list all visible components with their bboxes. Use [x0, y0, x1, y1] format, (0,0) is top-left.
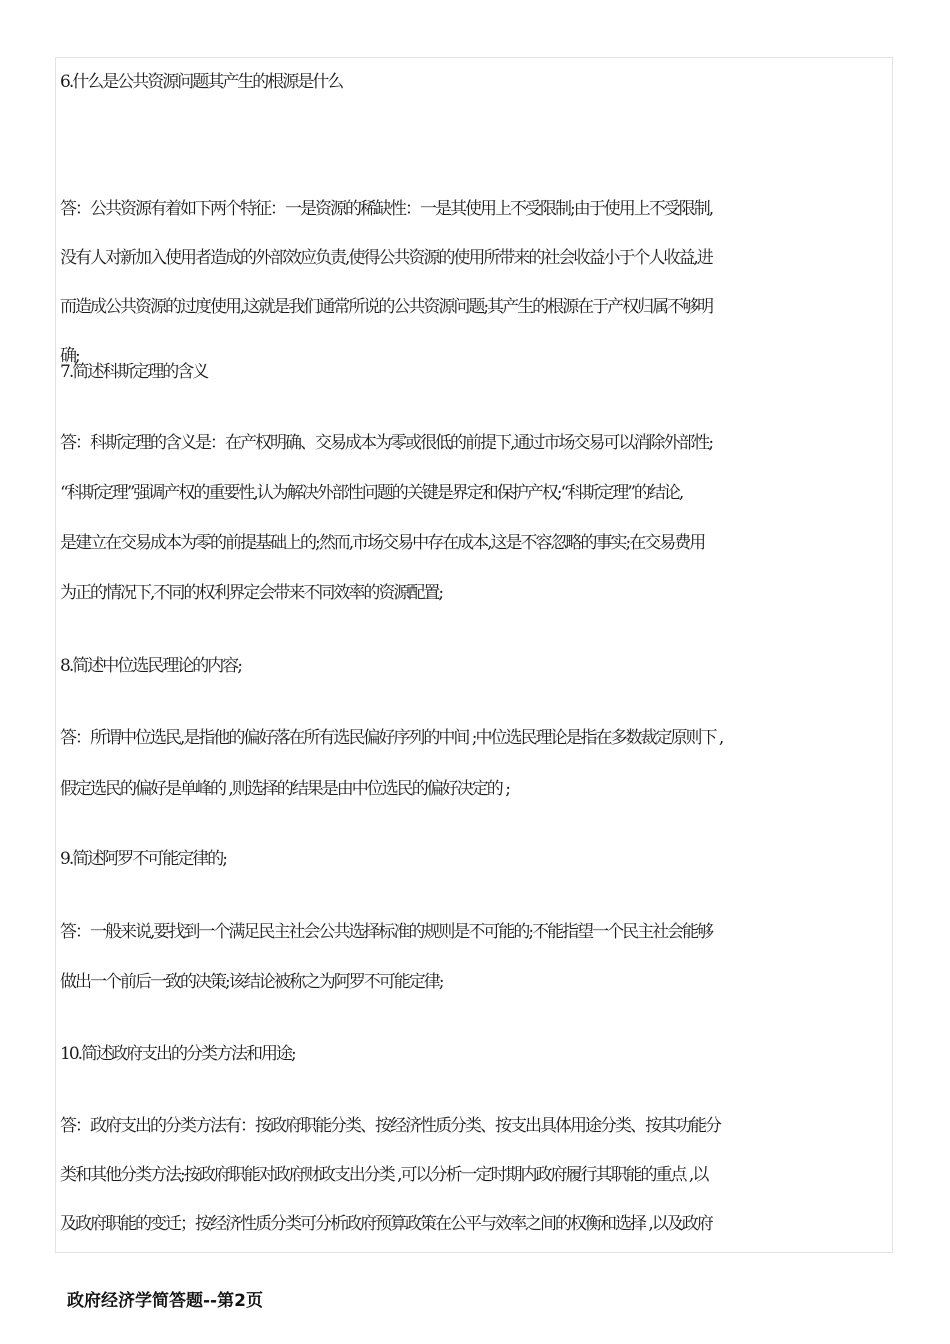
answer-8-line-2: 假定选民的偏好是单峰的 ,则选择的结果是由中位选民的偏好决定的 ; [60, 779, 509, 799]
answer-7-line-2: “科斯定理”强调产权的重要性,认为解决外部性问题的关键是界定和保护产权;“科斯定理”的结论, [60, 483, 683, 503]
question-10-title: 10.简述政府支出的分类方法和用途; [60, 1044, 295, 1064]
answer-6-line-2: 没有人对新加入使用者造成的外部效应负责,使得公共资源的使用所带来的社会收益小于个人收益,进 [60, 248, 712, 268]
question-9-title: 9.简述阿罗不可能定律的; [60, 849, 226, 869]
answer-6-line-4: 确; [60, 346, 79, 366]
answer-7-line-1: 答：科斯定理的含义是：在产权明确、交易成本为零或很低的前提下,通过市场交易可以消除外部性; [60, 433, 713, 453]
answer-6-line-3: 而造成公共资源的过度使用,这就是我们通常所说的公共资源问题;其产生的根源在于产权归属不够明 [60, 297, 713, 317]
answer-7-line-3: 是建立在交易成本为零的前提基础上的;然而,市场交易中存在成本,这是不容忽略的事实;在交易费用 [60, 533, 705, 553]
answer-9-line-2: 做出一个前后一致的决策;该结论被称之为阿罗不可能定律; [60, 972, 443, 992]
answer-7-line-4: 为正的情况下,不同的权利界定会带来不同效率的资源配置; [60, 583, 443, 603]
question-6-title: 6.什么是公共资源问题其产生的根源是什么 [60, 72, 343, 92]
question-7-title: 7.简述科斯定理的含义 [60, 362, 208, 382]
answer-10-line-2: 类和其他分类方法;按政府职能对政府财政支出分类 ,可以分析一定时期内政府履行其职能的重点 ,以 [60, 1165, 708, 1185]
page-footer: 政府经济学简答题--第2页 [67, 1291, 263, 1311]
answer-6-line-1: 答：公共资源有着如下两个特征：一是资源的稀缺性：一是其使用上不受限制;由于使用上不受限制, [60, 199, 713, 219]
answer-8-line-1: 答：所谓中位选民,是指他的偏好落在所有选民偏好序列的中间 ;中位选民理论是指在多数裁定原则下 , [60, 728, 723, 748]
answer-10-line-1: 答：政府支出的分类方法有：按政府职能分类、按经济性质分类、按支出具体用途分类、按其功能分 [60, 1116, 720, 1136]
question-8-title: 8.简述中位选民理论的内容; [60, 656, 241, 676]
document-page [55, 57, 893, 1253]
answer-9-line-1: 答：一般来说,要找到一个满足民主社会公共选择标准的规则是不可能的;不能指望一个民主社会能够 [60, 922, 713, 942]
answer-10-line-3: 及政府职能的变迁；按经济性质分类可分析政府预算政策在公平与效率之间的权衡和选择 ,以及政府 [60, 1214, 712, 1234]
